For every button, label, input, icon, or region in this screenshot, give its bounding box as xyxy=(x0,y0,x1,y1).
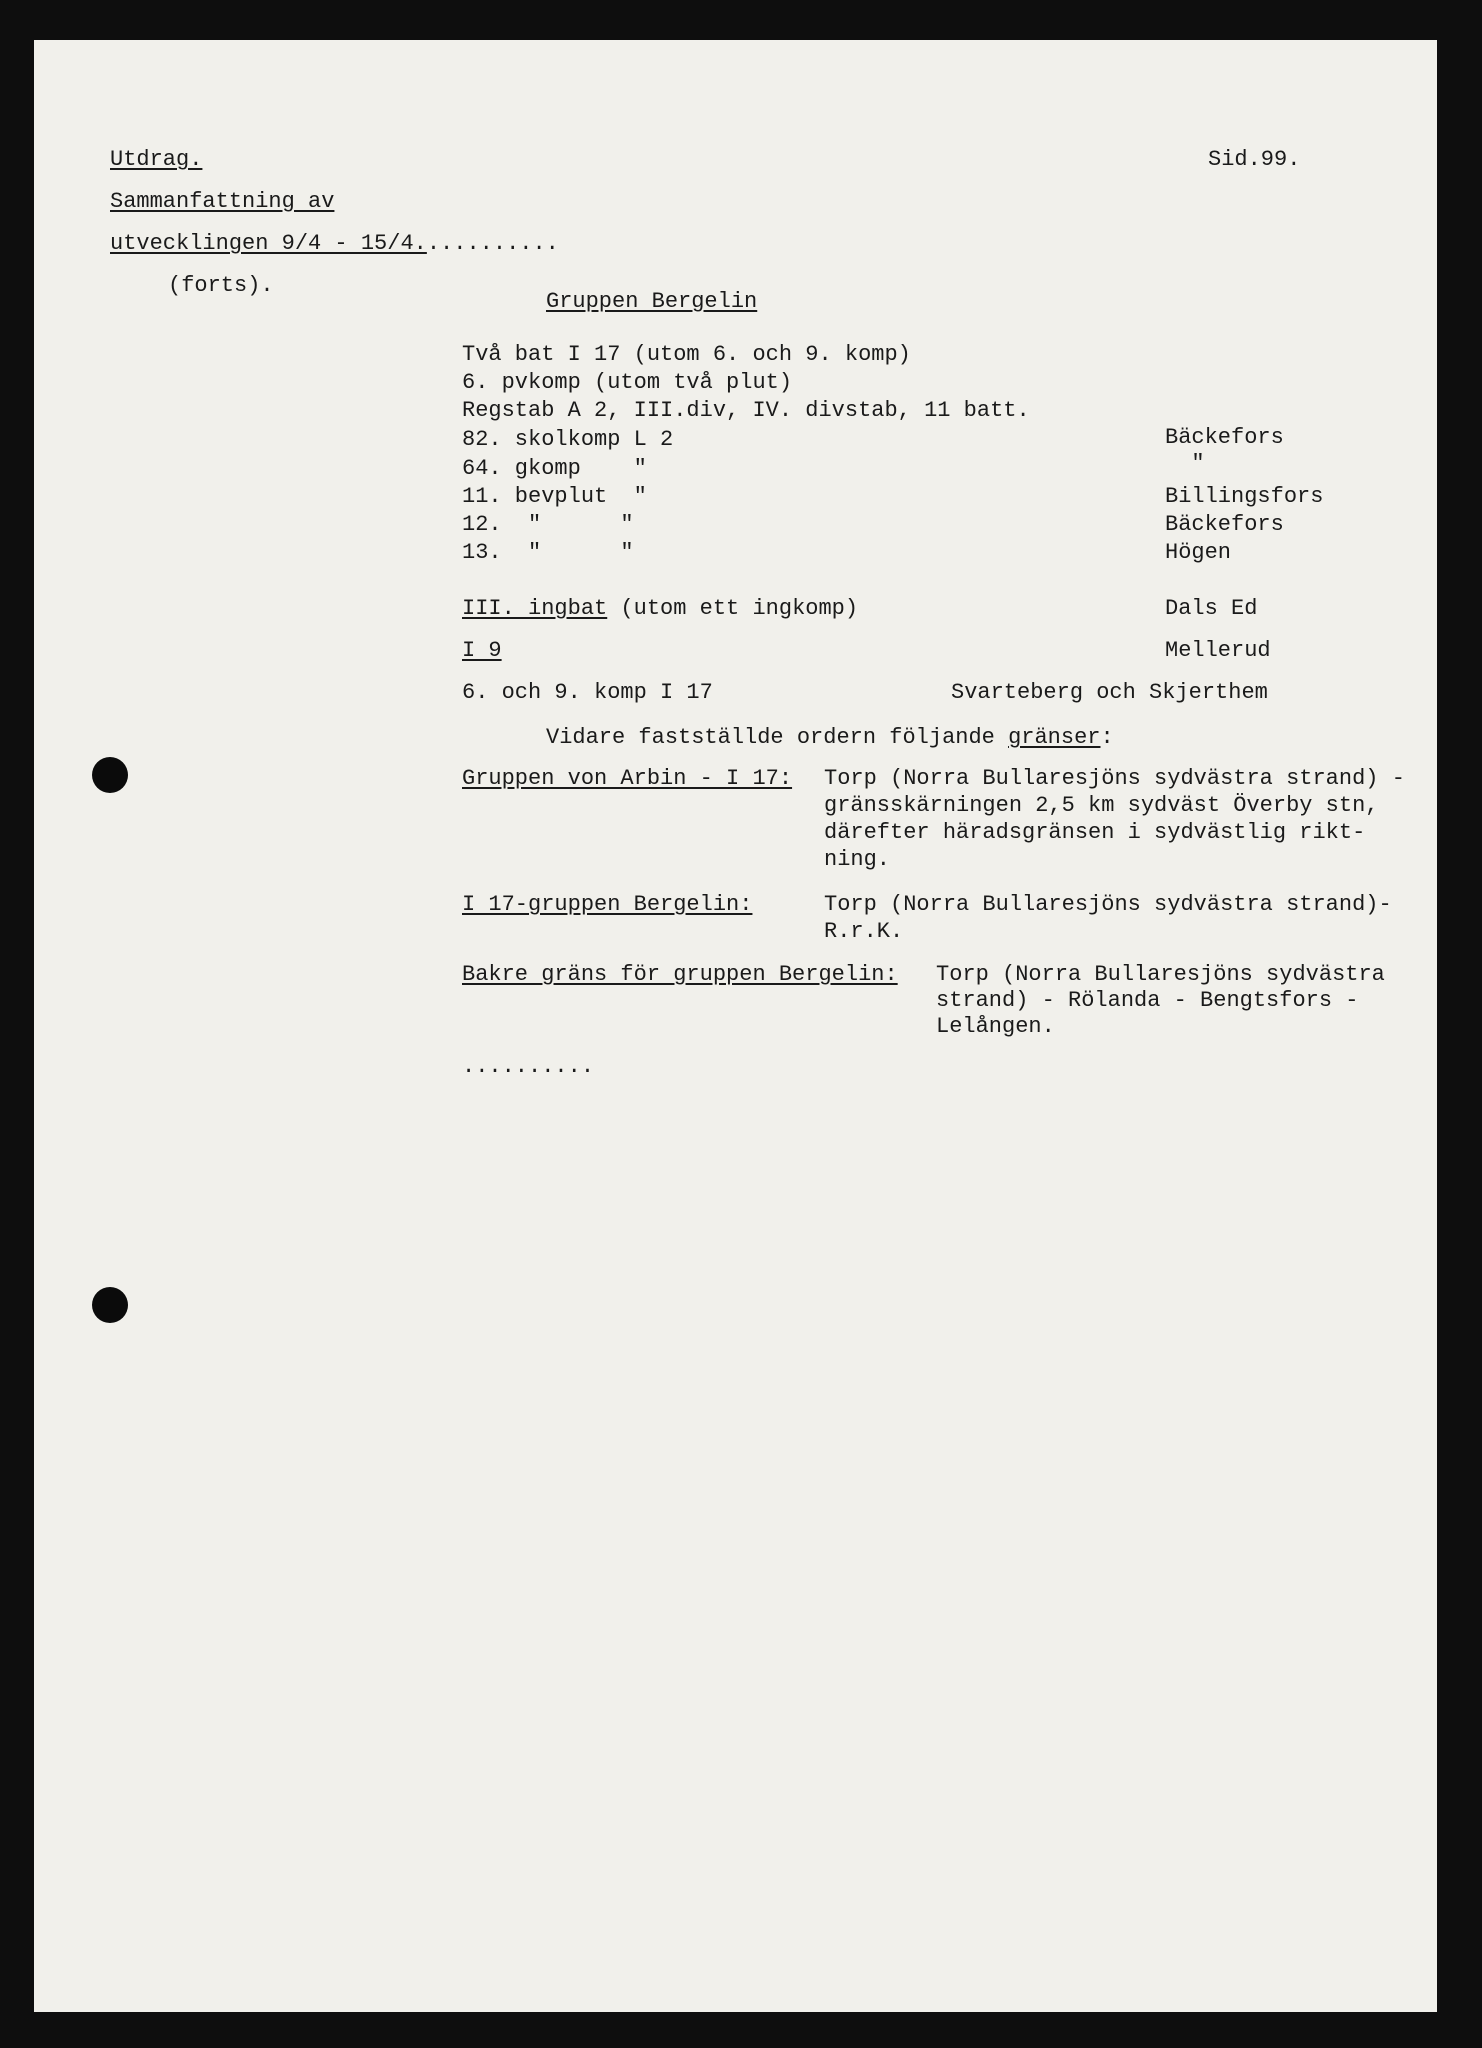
borders-intro-suffix: : xyxy=(1100,725,1114,750)
unit-line: Regstab A 2, III.div, IV. divstab, 11 batt. xyxy=(462,398,1030,423)
punch-hole-upper xyxy=(92,757,128,793)
continued-note: (forts). xyxy=(168,273,274,298)
komp-line: 6. och 9. komp I 17 xyxy=(462,680,713,705)
border-label: Bakre gräns för gruppen Bergelin: xyxy=(462,962,898,987)
unit-line: 11. bevplut " xyxy=(462,484,647,509)
footer-dots: .......... xyxy=(462,1054,595,1079)
punch-hole-lower xyxy=(92,1287,128,1323)
unit-place: Billingsfors xyxy=(1165,484,1324,509)
border-text-line: Torp (Norra Bullaresjöns sydvästra strand)- xyxy=(824,892,1392,917)
border-text-line: Lelången. xyxy=(936,1014,1055,1039)
border-text-line: R.r.K. xyxy=(824,919,904,944)
border-label: Gruppen von Arbin - I 17: xyxy=(462,766,793,791)
borders-intro-prefix: Vidare fastställde ordern följande xyxy=(546,725,1009,750)
border-text-line: gränsskärningen 2,5 km sydväst Överby stn, xyxy=(824,793,1379,818)
border-text-line: ning. xyxy=(824,847,891,872)
border-label: I 17-gruppen Bergelin: xyxy=(462,892,753,917)
page-number: Sid.99. xyxy=(1208,147,1301,172)
unit-line: 64. gkomp " xyxy=(462,456,647,481)
unit-place: Bäckefors xyxy=(1165,425,1284,450)
unit-line: 6. pvkomp (utom två plut) xyxy=(462,370,793,395)
summary-heading-dots: .......... xyxy=(426,231,559,256)
ingbat-rest: (utom ett ingkomp) xyxy=(607,596,859,621)
border-text-line: därefter häradsgränsen i sydvästlig rikt- xyxy=(824,820,1366,845)
unit-place: Högen xyxy=(1165,540,1232,565)
borders-intro xyxy=(546,725,1114,751)
borders-intro-word: gränser xyxy=(1008,725,1101,750)
i9-label: I 9 xyxy=(462,638,502,663)
summary-heading-line1: Sammanfattning av xyxy=(110,189,335,214)
komp-place: Svarteberg och Skjerthem xyxy=(951,680,1268,705)
border-text-line: Torp (Norra Bullaresjöns sydvästra xyxy=(936,962,1385,987)
unit-line: 12. " " xyxy=(462,512,634,537)
ingbat-label: III. ingbat xyxy=(462,596,608,621)
border-text-line: Torp (Norra Bullaresjöns sydvästra strand) - xyxy=(824,766,1405,791)
group-title: Gruppen Bergelin xyxy=(546,289,758,314)
summary-heading-line2-text: utvecklingen 9/4 - 15/4. xyxy=(110,231,427,256)
document-page xyxy=(34,40,1437,2012)
ingbat-line xyxy=(462,596,858,622)
border-text-line: strand) - Rölanda - Bengtsfors - xyxy=(936,988,1359,1013)
i9-place: Mellerud xyxy=(1165,638,1271,663)
unit-line: Två bat I 17 (utom 6. och 9. komp) xyxy=(462,342,911,367)
utdrag-heading: Utdrag. xyxy=(110,147,203,172)
unit-place: Bäckefors xyxy=(1165,512,1284,537)
unit-place: " xyxy=(1165,451,1205,476)
unit-line: 13. " " xyxy=(462,540,634,565)
unit-line: 82. skolkomp L 2 xyxy=(462,427,674,452)
ingbat-place: Dals Ed xyxy=(1165,596,1258,621)
summary-heading-line2 xyxy=(110,231,559,257)
